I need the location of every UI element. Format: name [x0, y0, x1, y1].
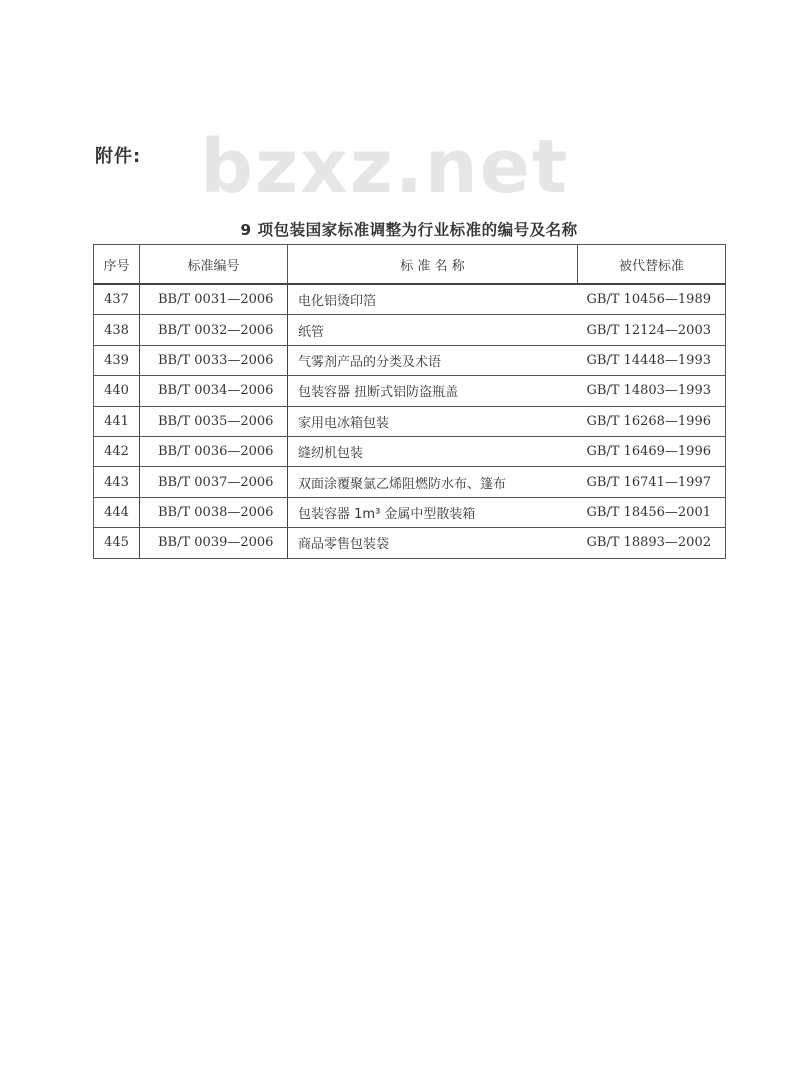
row-code: BB/T 0031—2006 [140, 284, 288, 315]
table-row [94, 284, 726, 315]
table-row [94, 467, 726, 497]
row-name: 缝纫机包装 [288, 436, 578, 466]
row-seq: 439 [94, 345, 140, 375]
row-seq: 441 [94, 406, 140, 436]
row-name: 纸管 [288, 315, 578, 345]
row-code: BB/T 0033—2006 [140, 345, 288, 375]
table-row [94, 376, 726, 406]
row-seq: 443 [94, 467, 140, 497]
watermark: bzxz.net [200, 124, 570, 210]
row-code: BB/T 0039—2006 [140, 528, 288, 558]
row-seq: 437 [94, 284, 140, 315]
table-row [94, 436, 726, 466]
table-row [94, 345, 726, 375]
attachment-label: 附件: [95, 146, 142, 167]
row-replaced: GB/T 16469—1996 [578, 436, 726, 466]
header-code: 标准编号 [140, 245, 288, 285]
row-replaced: GB/T 16741—1997 [578, 467, 726, 497]
row-replaced: GB/T 18456—2001 [578, 497, 726, 527]
row-name: 双面涂覆聚氯乙烯阻燃防水布、篷布 [288, 467, 578, 497]
table-row [94, 315, 726, 345]
row-code: BB/T 0038—2006 [140, 497, 288, 527]
table-row [94, 497, 726, 527]
row-seq: 440 [94, 376, 140, 406]
standards-table [93, 244, 726, 559]
row-code: BB/T 0035—2006 [140, 406, 288, 436]
row-replaced: GB/T 14448—1993 [578, 345, 726, 375]
row-name: 包装容器 1m³ 金属中型散装箱 [288, 497, 578, 527]
header-replaced: 被代替标准 [578, 245, 726, 285]
row-name: 气雾剂产品的分类及术语 [288, 345, 578, 375]
header-name: 标 准 名 称 [288, 245, 578, 285]
row-name: 家用电冰箱包装 [288, 406, 578, 436]
row-replaced: GB/T 10456—1989 [578, 284, 726, 315]
row-name: 电化铝烫印箔 [288, 284, 578, 315]
row-replaced: GB/T 14803—1993 [578, 376, 726, 406]
row-code: BB/T 0034—2006 [140, 376, 288, 406]
row-replaced: GB/T 12124—2003 [578, 315, 726, 345]
table-row [94, 406, 726, 436]
row-seq: 442 [94, 436, 140, 466]
row-name: 商品零售包装袋 [288, 528, 578, 558]
row-seq: 438 [94, 315, 140, 345]
table-title: 9 项包装国家标准调整为行业标准的编号及名称 [240, 221, 578, 239]
row-replaced: GB/T 18893—2002 [578, 528, 726, 558]
row-name: 包装容器 扭断式铝防盗瓶盖 [288, 376, 578, 406]
row-code: BB/T 0036—2006 [140, 436, 288, 466]
table-row [94, 528, 726, 558]
row-code: BB/T 0037—2006 [140, 467, 288, 497]
row-seq: 444 [94, 497, 140, 527]
row-code: BB/T 0032—2006 [140, 315, 288, 345]
header-seq: 序号 [94, 245, 140, 285]
table-header-row [94, 245, 726, 285]
row-replaced: GB/T 16268—1996 [578, 406, 726, 436]
row-seq: 445 [94, 528, 140, 558]
